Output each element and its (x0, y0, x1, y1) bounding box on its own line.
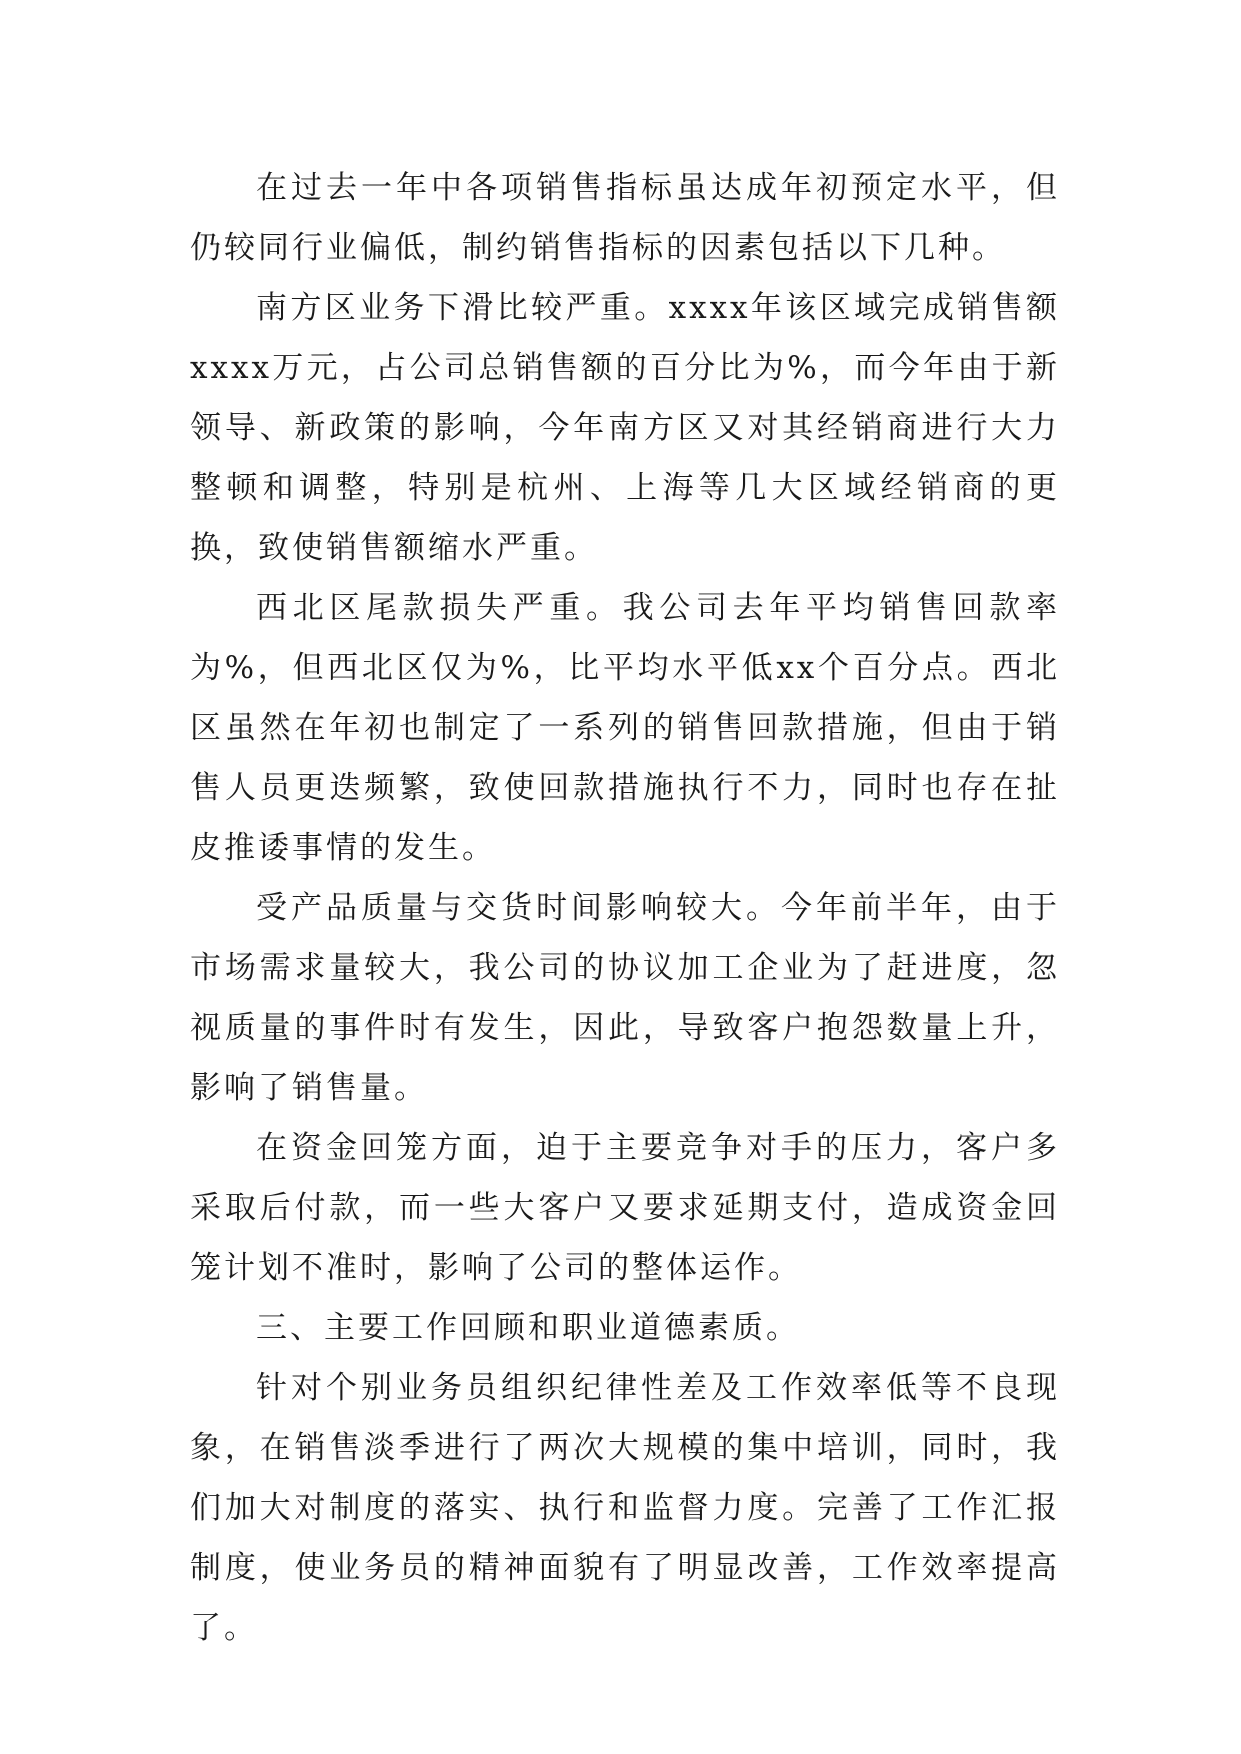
paragraph-sales-overview: 在过去一年中各项销售指标虽达成年初预定水平，但仍较同行业偏低，制约销售指标的因素包括以下几种。 (190, 170, 1060, 266)
paragraph-south-region: 南方区业务下滑比较严重。xxxx年该区域完成销售额xxxx万元，占公司总销售额的百分比为%，而今年由于新领导、新政策的影响，今年南方区又对其经销商进行大力整顿和调整，特别是杭州、上海等几大区域经销商的更换，致使销售额缩水严重。 (190, 290, 1060, 566)
paragraph-training: 针对个别业务员组织纪律性差及工作效率低等不良现象，在销售淡季进行了两次大规模的集中培训，同时，我们加大对制度的落实、执行和监督力度。完善了工作汇报制度，使业务员的精神面貌有了明显改善，工作效率提高了。 (190, 1370, 1060, 1646)
paragraph-product-quality: 受产品质量与交货时间影响较大。今年前半年，由于市场需求量较大，我公司的协议加工企业为了赶进度，忽视质量的事件时有发生，因此，导致客户抱怨数量上升，影响了销售量。 (190, 890, 1060, 1106)
paragraph-northwest-region: 西北区尾款损失严重。我公司去年平均销售回款率为%，但西北区仅为%，比平均水平低xx个百分点。西北区虽然在年初也制定了一系列的销售回款措施，但由于销售人员更迭频繁，致使回款措施执行不力，同时也存在扯皮推诿事情的发生。 (190, 590, 1060, 866)
document-body (190, 158, 1060, 1658)
paragraph-fund-collection: 在资金回笼方面，迫于主要竞争对手的压力，客户多采取后付款，而一些大客户又要求延期支付，造成资金回笼计划不准时，影响了公司的整体运作。 (190, 1130, 1060, 1286)
section-heading: 三、主要工作回顾和职业道德素质。 (256, 1310, 800, 1346)
